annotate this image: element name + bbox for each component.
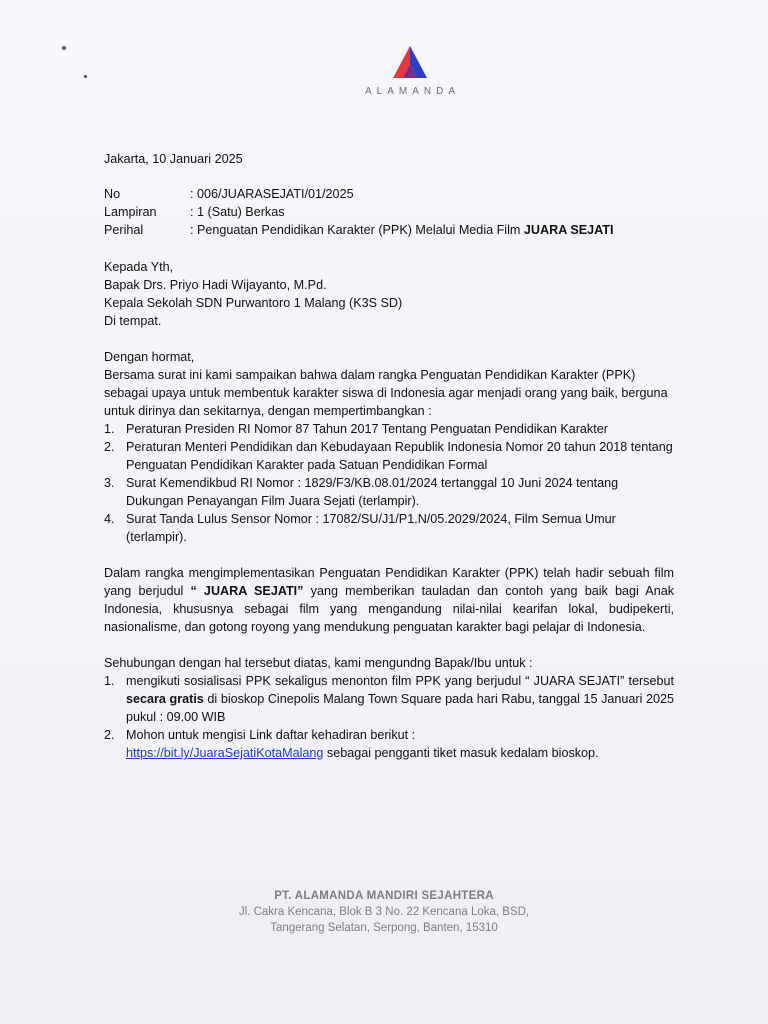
list-text: [126, 726, 674, 762]
list-item: [104, 438, 674, 474]
letterhead-footer: [0, 888, 768, 936]
addressee-line: Kepala Sekolah SDN Purwantoro 1 Malang (K3S SD): [104, 296, 403, 310]
greeting: Dengan hormat,: [104, 350, 195, 364]
list-item: [104, 474, 674, 510]
list-item: [104, 510, 674, 546]
scan-speck: [62, 46, 66, 50]
meta-label: Perihal: [104, 223, 144, 237]
footer-address: Jl. Cakra Kencana, Blok B 3 No. 22 Kencana Loka, BSD,: [238, 906, 530, 918]
subject-film-title: JUARA SEJATI: [523, 223, 614, 237]
footer-address: Tangerang Selatan, Serpong, Banten, 15310: [270, 922, 498, 934]
addressee-line: Bapak Drs. Priyo Hadi Wijayanto, M.Pd.: [104, 278, 327, 292]
free-highlight: secara gratis: [126, 692, 204, 706]
letter-date: Jakarta, 10 Januari 2025: [104, 152, 243, 166]
company-logo: [355, 44, 465, 97]
meta-label: No: [104, 187, 121, 201]
addressee-line: Kepada Yth,: [104, 260, 174, 274]
subject-text: : Penguatan Pendidikan Karakter (PPK) Melalui Media Film: [190, 223, 524, 237]
letter-meta: [104, 185, 674, 239]
invitation-paragraph: Sehubungan dengan hal tersebut diatas, kami mengundng Bapak/Ibu untuk :: [104, 656, 533, 670]
list-item: [104, 420, 674, 438]
list-text: Surat Tanda Lulus Sensor Nomor : 17082/SU/J1/P1.N/05.2029/2024, Film Semua Umur (terlampir).: [126, 512, 616, 544]
scan-speck: [84, 75, 87, 78]
footer-company: PT. ALAMANDA MANDIRI SEJAHTERA: [274, 890, 494, 902]
logo-wordmark: ALAMANDA: [364, 86, 460, 97]
list-text: Peraturan Menteri Pendidikan dan Kebudayaan Republik Indonesia Nomor 20 tahun 2018 tentang Penguatan Pendidikan Karakter pada Satuan Pendidikan Formal: [126, 440, 673, 472]
list-number: 1.: [104, 422, 115, 436]
meta-value: : 006/JUARASEJATI/01/2025: [190, 187, 354, 201]
intro-paragraph: Bersama surat ini kami sampaikan bahwa dalam rangka Penguatan Pendidikan Karakter (PPK) sebagai upaya untuk membentuk karakter siswa di Indonesia agar menjadi orang yang baik, berguna untuk dirinya dan sekitarnya, dengan mempertimbangkan :: [104, 368, 668, 418]
film-paragraph-text: yang memberikan tauladan dan contoh yang baik bagi Anak Indonesia, khususnya sebagai film yang mengandung nilai-nilai kearifan lokal, budipekerti, nasionalisme, dan gotong royong yang mendukung penguatan karakter bagi pelajar di Indonesia.: [104, 584, 674, 634]
meta-value: : 1 (Satu) Berkas: [190, 205, 285, 219]
film-paragraph-text: Dalam rangka mengimplementasikan Penguatan Pendidikan Karakter (PPK) telah hadir sebuah film yang berjudul: [104, 566, 674, 598]
meta-value: [190, 221, 674, 239]
list-text: [126, 672, 674, 726]
attendance-link[interactable]: https://bit.ly/JuaraSejatiKotaMalang: [126, 746, 324, 760]
addressee-block: [104, 258, 674, 330]
meta-row-perihal: [104, 221, 674, 239]
request-text: mengikuti sosialisasi PPK sekaligus menonton film PPK yang berjudul “ JUARA SEJATI” tersebut: [126, 674, 674, 688]
film-title: “ JUARA SEJATI”: [190, 584, 304, 598]
list-number: 1.: [104, 674, 115, 688]
meta-row-lampiran: [104, 203, 674, 221]
request-text: di bioskop Cinepolis Malang Town Square pada hari Rabu, tanggal 15 Januari 2025 pukul : 09.00 WIB: [126, 692, 675, 724]
list-number: 2.: [104, 728, 115, 742]
list-number: 2.: [104, 440, 115, 454]
letter-body: [104, 150, 674, 762]
addressee-line: Di tempat.: [104, 314, 162, 328]
meta-label: Lampiran: [104, 205, 157, 219]
list-number: 4.: [104, 512, 115, 526]
considerations-list: [104, 420, 674, 546]
list-number: 3.: [104, 476, 115, 490]
requests-list: [104, 672, 674, 762]
list-item: [104, 672, 674, 726]
list-item: [104, 726, 674, 762]
alamanda-logo-icon: [390, 44, 430, 80]
list-text: Surat Kemendikbud RI Nomor : 1829/F3/KB.08.01/2024 tertanggal 10 Juni 2024 tentang Dukungan Penayangan Film Juara Sejati (terlampir).: [126, 476, 619, 508]
meta-row-no: [104, 185, 674, 203]
request-text: Mohon untuk mengisi Link daftar kehadiran berikut :: [126, 728, 416, 742]
film-paragraph: [104, 564, 674, 636]
list-text: Peraturan Presiden RI Nomor 87 Tahun 2017 Tentang Penguatan Pendidikan Karakter: [126, 422, 608, 436]
request-text: sebagai pengganti tiket masuk kedalam bioskop.: [323, 746, 599, 760]
